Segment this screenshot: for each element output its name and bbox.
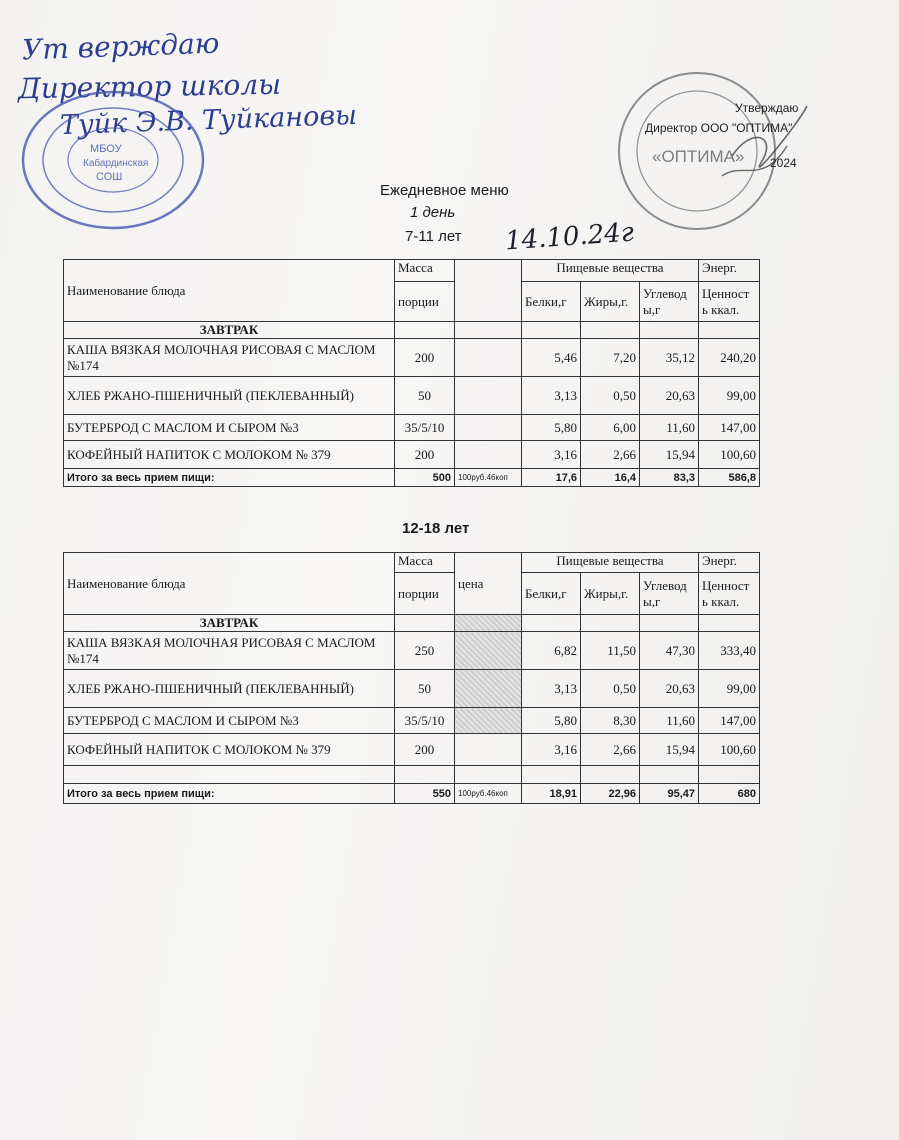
col-portion-header: порции	[395, 282, 455, 322]
dish-price	[455, 441, 522, 469]
dish-mass: 250	[395, 632, 455, 670]
col-energy-header: Ценност ь ккал.	[699, 282, 760, 322]
empty-row	[64, 766, 760, 784]
table-row	[64, 339, 760, 377]
dish-fat: 2,66	[581, 441, 640, 469]
dish-name: КАША ВЯЗКАЯ МОЛОЧНАЯ РИСОВАЯ С МАСЛОМ №174	[64, 632, 395, 670]
total-price: 100руб.46коп	[455, 469, 522, 487]
menu-day: 1 день	[410, 204, 456, 221]
dish-mass: 200	[395, 441, 455, 469]
dish-energy: 333,40	[699, 632, 760, 670]
dish-carbs: 11,60	[640, 708, 699, 734]
dish-fat: 0,50	[581, 377, 640, 415]
total-fat: 22,96	[581, 784, 640, 804]
col-mass-header: Масса	[395, 260, 455, 282]
svg-text:СОШ: СОШ	[96, 171, 123, 183]
dish-mass: 50	[395, 377, 455, 415]
menu-title: Ежедневное меню	[380, 182, 509, 199]
dish-price	[455, 415, 522, 441]
col-fat-header: Жиры,г.	[581, 282, 640, 322]
dish-fat: 8,30	[581, 708, 640, 734]
dish-energy: 100,60	[699, 734, 760, 766]
col-protein-header: Белки,г	[522, 282, 581, 322]
total-price: 100руб.46коп	[455, 784, 522, 804]
dish-name: КОФЕЙНЫЙ НАПИТОК С МОЛОКОМ № 379	[64, 734, 395, 766]
total-energy: 680	[699, 784, 760, 804]
col-price-header-cell	[455, 260, 522, 322]
dish-fat: 7,20	[581, 339, 640, 377]
col-nutrients-header: Пищевые вещества	[522, 260, 699, 282]
col-protein-header: Белки,г	[522, 573, 581, 615]
dish-protein: 5,80	[522, 708, 581, 734]
dish-carbs: 11,60	[640, 415, 699, 441]
dish-price	[455, 708, 522, 734]
dish-protein: 3,13	[522, 377, 581, 415]
total-mass: 550	[395, 784, 455, 804]
dish-price	[455, 670, 522, 708]
dish-name: БУТЕРБРОД С МАСЛОМ И СЫРОМ №3	[64, 708, 395, 734]
total-label: Итого за весь прием пищи:	[64, 469, 395, 487]
dish-carbs: 15,94	[640, 441, 699, 469]
dish-energy: 99,00	[699, 670, 760, 708]
col-mass-header: Масса	[395, 553, 455, 573]
table-row	[64, 708, 760, 734]
total-row	[64, 469, 760, 487]
dish-name: ХЛЕБ РЖАНО-ПШЕНИЧНЫЙ (ПЕКЛЕВАННЫЙ)	[64, 377, 395, 415]
col-carbs-header: Углевод ы,г	[640, 573, 699, 615]
col-portion-header: порции	[395, 573, 455, 615]
section-breakfast: ЗАВТРАК	[64, 322, 395, 339]
dish-energy: 240,20	[699, 339, 760, 377]
dish-protein: 3,16	[522, 734, 581, 766]
age-group-1: 7-11 лет	[405, 228, 462, 245]
table-row	[64, 377, 760, 415]
dish-name: ХЛЕБ РЖАНО-ПШЕНИЧНЫЙ (ПЕКЛЕВАННЫЙ)	[64, 670, 395, 708]
dish-mass: 35/5/10	[395, 415, 455, 441]
dish-price	[455, 377, 522, 415]
approve-year: 2024	[770, 156, 797, 170]
total-label: Итого за весь прием пищи:	[64, 784, 395, 804]
table-row	[64, 415, 760, 441]
svg-text:Кабардинская: Кабардинская	[83, 158, 149, 169]
dish-protein: 5,80	[522, 415, 581, 441]
signature-line-director: Директор школы	[17, 67, 282, 106]
dish-protein: 5,46	[522, 339, 581, 377]
dish-carbs: 15,94	[640, 734, 699, 766]
col-energy-top: Энерг.	[699, 553, 760, 573]
dish-price	[455, 734, 522, 766]
col-energy-top: Энерг.	[699, 260, 760, 282]
col-name-header: Наименование блюда	[64, 553, 395, 615]
dish-name: КАША ВЯЗКАЯ МОЛОЧНАЯ РИСОВАЯ С МАСЛОМ №174	[64, 339, 395, 377]
total-energy: 586,8	[699, 469, 760, 487]
table-row	[64, 734, 760, 766]
dish-mass: 35/5/10	[395, 708, 455, 734]
director-label: Директор ООО "ОПТИМА"	[645, 121, 793, 135]
dish-carbs: 20,63	[640, 377, 699, 415]
dish-energy: 147,00	[699, 708, 760, 734]
handwritten-date: 14.10.24г	[504, 217, 635, 257]
table-row	[64, 441, 760, 469]
col-price-header: цена	[455, 553, 522, 615]
dish-fat: 6,00	[581, 415, 640, 441]
col-energy-header: Ценност ь ккал.	[699, 573, 760, 615]
total-protein: 17,6	[522, 469, 581, 487]
dish-protein: 3,16	[522, 441, 581, 469]
svg-text:МБОУ: МБОУ	[90, 143, 122, 155]
dish-carbs: 20,63	[640, 670, 699, 708]
dish-mass: 200	[395, 734, 455, 766]
svg-text:«ОПТИМА»: «ОПТИМА»	[652, 147, 745, 166]
age-group-2: 12-18 лет	[402, 520, 470, 537]
dish-energy: 100,60	[699, 441, 760, 469]
total-protein: 18,91	[522, 784, 581, 804]
dish-price	[455, 632, 522, 670]
section-breakfast: ЗАВТРАК	[64, 615, 395, 632]
table-row	[64, 670, 760, 708]
dish-fat: 2,66	[581, 734, 640, 766]
dish-energy: 147,00	[699, 415, 760, 441]
dish-mass: 50	[395, 670, 455, 708]
signature-line-approve: Ут верждаю	[21, 26, 220, 67]
dish-fat: 0,50	[581, 670, 640, 708]
dish-energy: 99,00	[699, 377, 760, 415]
total-carbs: 83,3	[640, 469, 699, 487]
total-mass: 500	[395, 469, 455, 487]
dish-protein: 6,82	[522, 632, 581, 670]
dish-mass: 200	[395, 339, 455, 377]
total-fat: 16,4	[581, 469, 640, 487]
company-stamp	[612, 66, 812, 236]
total-carbs: 95,47	[640, 784, 699, 804]
dish-name: БУТЕРБРОД С МАСЛОМ И СЫРОМ №3	[64, 415, 395, 441]
menu-table-12-18	[63, 552, 760, 804]
dish-carbs: 35,12	[640, 339, 699, 377]
col-nutrients-header: Пищевые вещества	[522, 553, 699, 573]
dish-price	[455, 339, 522, 377]
dish-protein: 3,13	[522, 670, 581, 708]
dish-name: КОФЕЙНЫЙ НАПИТОК С МОЛОКОМ № 379	[64, 441, 395, 469]
school-stamp	[18, 88, 218, 233]
dish-carbs: 47,30	[640, 632, 699, 670]
approve-label: Утверждаю	[735, 101, 799, 115]
total-row	[64, 784, 760, 804]
menu-table-7-11	[63, 259, 760, 487]
signature-line-name: Туйк Э.В. Туйкановы	[59, 99, 358, 142]
col-name-header: Наименование блюда	[64, 260, 395, 322]
dish-fat: 11,50	[581, 632, 640, 670]
col-fat-header: Жиры,г.	[581, 573, 640, 615]
table-row	[64, 632, 760, 670]
col-carbs-header: Углевод ы,г	[640, 282, 699, 322]
